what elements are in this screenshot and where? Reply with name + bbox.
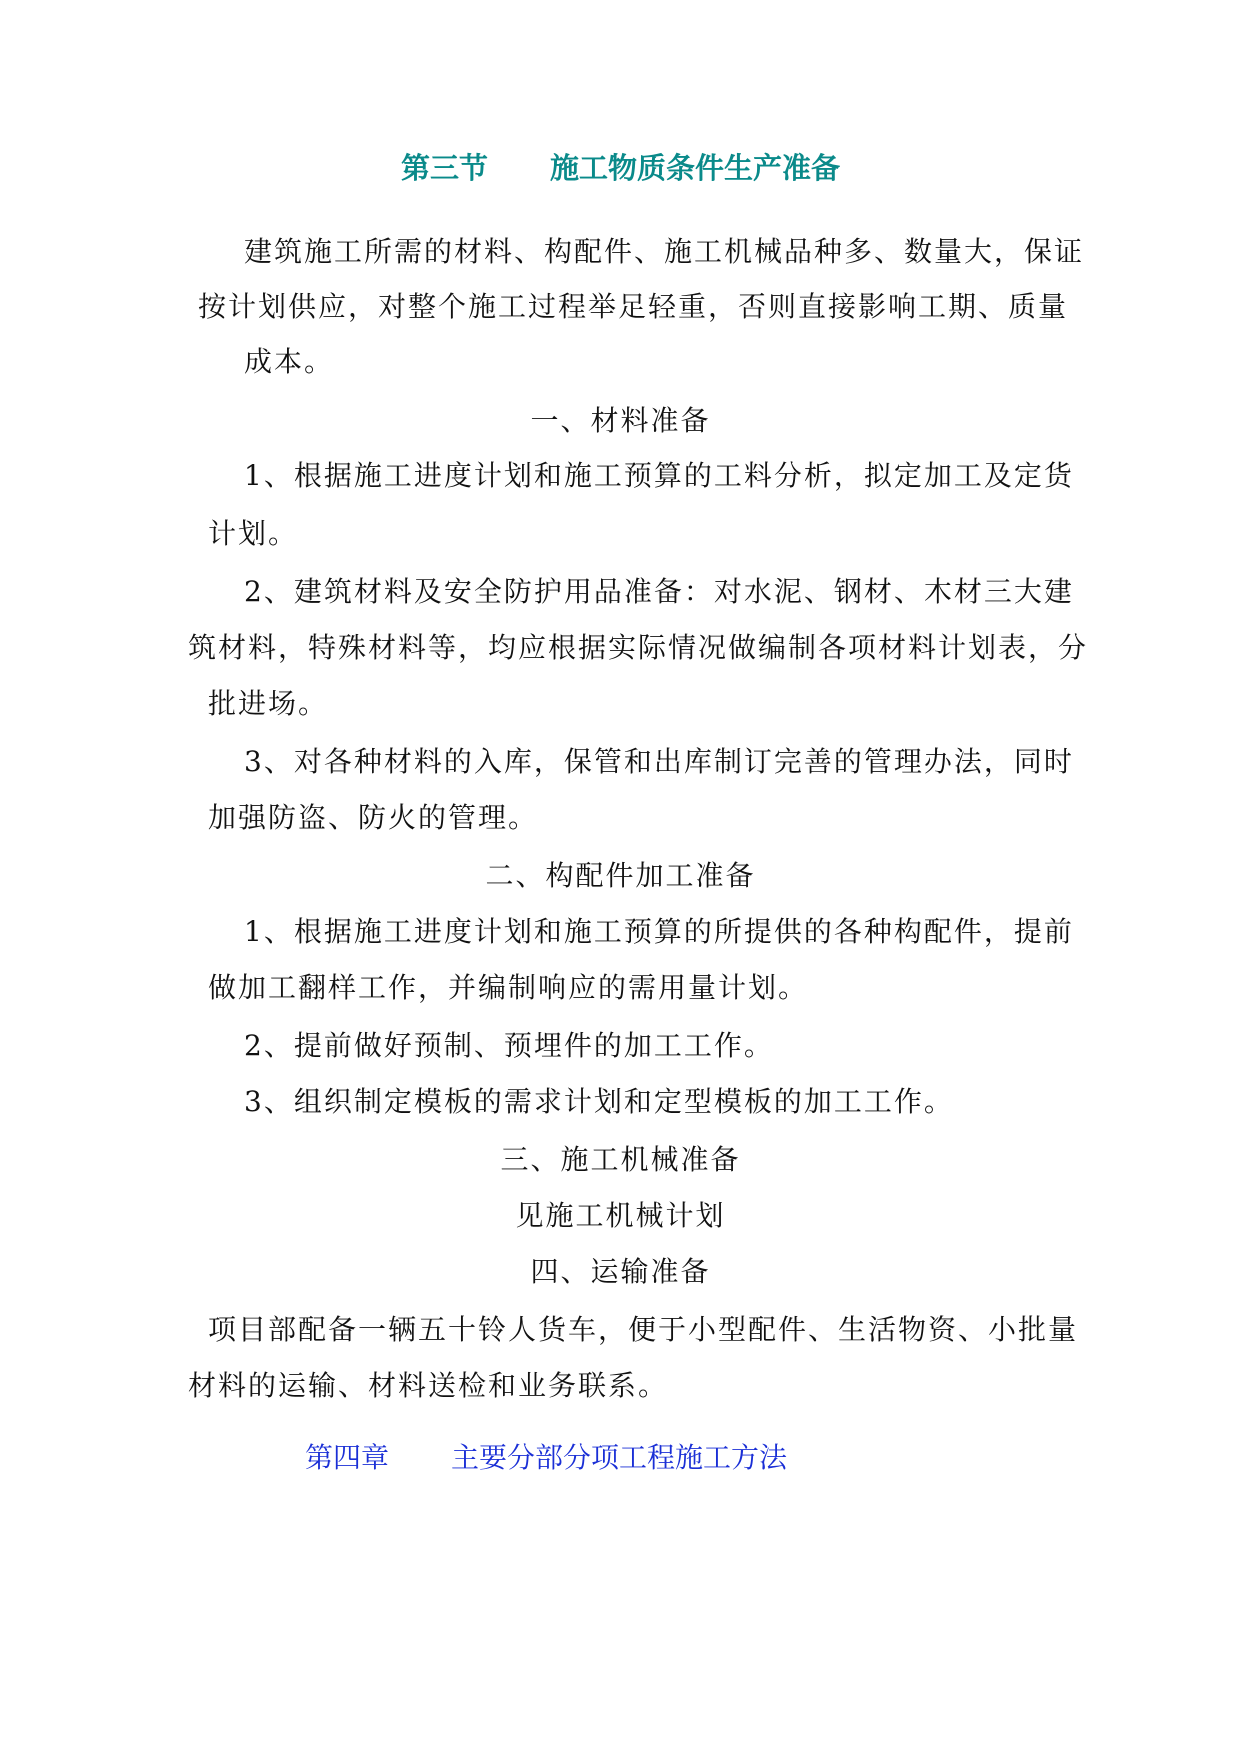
materials-item-3-line-2: 加强防盗、防火的管理。 bbox=[208, 801, 539, 834]
materials-item-2-line-3: 批进场。 bbox=[208, 687, 329, 720]
section-number: 第三节 bbox=[400, 151, 488, 185]
materials-item-1-line-1: 1、根据施工进度计划和施工预算的工料分析，拟定加工及定货 bbox=[244, 459, 1074, 492]
section-heading bbox=[0, 148, 1241, 188]
components-item-1-line-1: 1、根据施工进度计划和施工预算的所提供的各种构配件，提前 bbox=[244, 915, 1074, 948]
transport-heading: 四、运输准备 bbox=[530, 1255, 711, 1288]
intro-line-3: 成本。 bbox=[244, 345, 335, 378]
transport-line-2: 材料的运输、材料送检和业务联系。 bbox=[188, 1369, 669, 1402]
materials-item-2-line-1: 2、建筑材料及安全防护用品准备：对水泥、钢材、木材三大建 bbox=[244, 575, 1074, 608]
intro-line-1: 建筑施工所需的材料、构配件、施工机械品种多、数量大，保证 bbox=[244, 235, 1085, 268]
chapter-heading bbox=[305, 1438, 787, 1478]
materials-item-1-line-2: 计划。 bbox=[208, 517, 299, 550]
materials-heading: 一、材料准备 bbox=[530, 404, 711, 437]
chapter-number: 第四章 bbox=[305, 1441, 390, 1474]
intro-line-2: 按计划供应，对整个施工过程举足轻重，否则直接影响工期、质量 bbox=[198, 290, 1069, 323]
components-heading: 二、构配件加工准备 bbox=[485, 859, 756, 892]
section-title: 施工物质条件生产准备 bbox=[550, 151, 841, 185]
components-item-3: 3、组织制定模板的需求计划和定型模板的加工工作。 bbox=[244, 1085, 954, 1118]
components-item-2: 2、提前做好预制、预埋件的加工工作。 bbox=[244, 1029, 774, 1062]
materials-item-2-line-2: 筑材料，特殊材料等，均应根据实际情况做编制各项材料计划表，分 bbox=[188, 631, 1089, 664]
machinery-heading: 三、施工机械准备 bbox=[500, 1143, 741, 1176]
machinery-text: 见施工机械计划 bbox=[515, 1199, 726, 1232]
materials-item-3-line-1: 3、对各种材料的入库，保管和出库制订完善的管理办法，同时 bbox=[244, 745, 1074, 778]
components-item-1-line-2: 做加工翻样工作，并编制响应的需用量计划。 bbox=[208, 971, 809, 1004]
chapter-title: 主要分部分项工程施工方法 bbox=[451, 1441, 788, 1474]
transport-line-1: 项目部配备一辆五十铃人货车，便于小型配件、生活物资、小批量 bbox=[208, 1313, 1079, 1346]
